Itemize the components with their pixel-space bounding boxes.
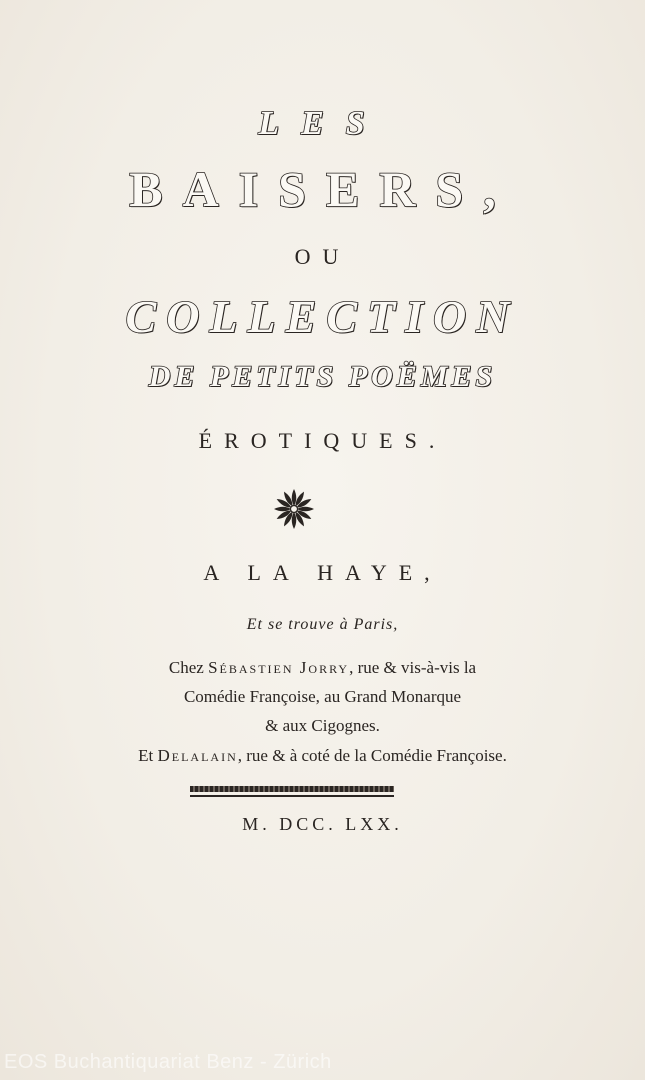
address-line-4	[0, 746, 645, 766]
title-baisers: BAISERS,	[129, 161, 516, 217]
printers-ornament-icon	[272, 487, 316, 531]
ornamental-rule	[190, 786, 394, 792]
bookseller-jorry: Sébastien Jorry	[208, 658, 350, 677]
title-collection: COLLECTION	[125, 291, 520, 342]
address-line-4-suffix: , rue & à coté de la Comédie Françoise.	[237, 746, 507, 765]
title-les: LES	[258, 105, 387, 142]
address-line-1	[0, 658, 645, 678]
rule-line	[190, 795, 394, 797]
place-of-publication: A LA HAYE,	[203, 560, 442, 585]
address-line-1-suffix: , rue & vis-à-vis la	[349, 658, 477, 677]
address-line-2: Comédie Françoise, au Grand Monarque	[183, 687, 462, 706]
title-ou: OU	[294, 244, 351, 269]
watermark: EOS Buchantiquariat Benz - Zürich	[4, 1051, 332, 1073]
address-line-3: & aux Cigognes.	[265, 716, 380, 735]
subtitle: DE PETITS POËMES	[148, 360, 497, 393]
address-line-4-prefix: Et	[138, 746, 158, 765]
bookseller-delalain: Delalain	[157, 746, 238, 765]
subtitle-erotiques: ÉROTIQUES.	[198, 428, 447, 453]
sold-at-paris: Et se trouve à Paris,	[246, 616, 399, 633]
address-line-1-prefix: Chez	[168, 658, 209, 677]
publication-date: M. DCC. LXX.	[242, 814, 403, 834]
